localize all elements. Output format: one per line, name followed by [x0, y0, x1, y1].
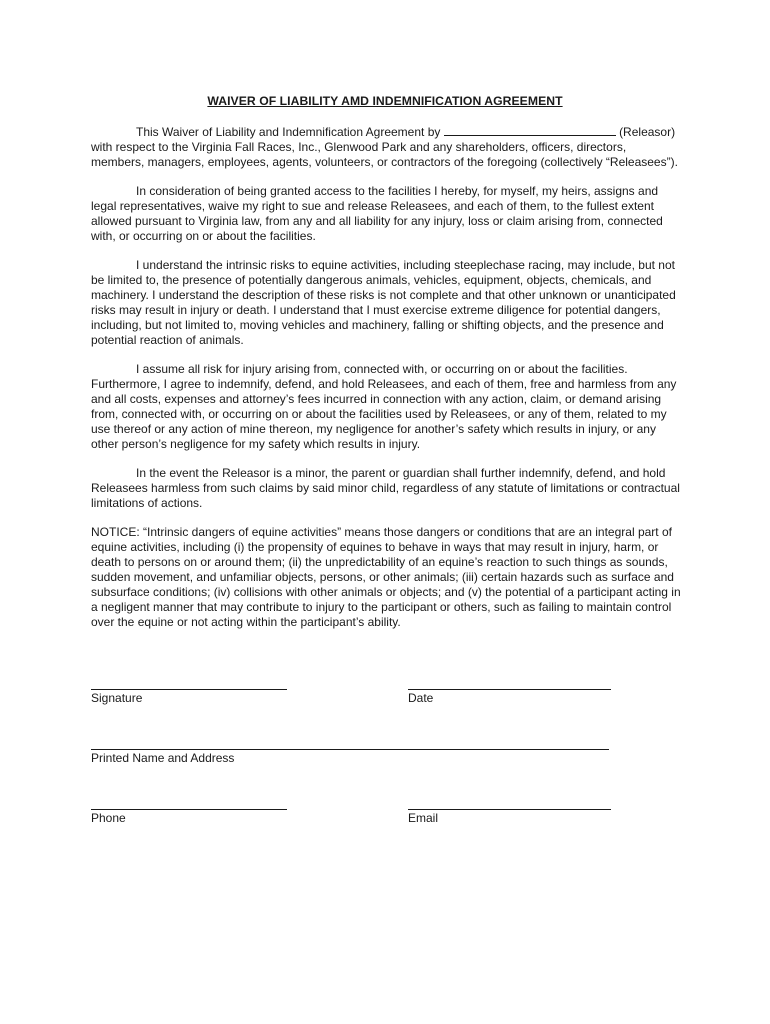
phone-label: Phone: [91, 811, 126, 825]
risks-paragraph: I understand the intrinsic risks to equine activities, including steeplechase racing, may include, but not be limited to, the presence of potentially dangerous animals, vehicles, equipment, objects, chemicals, and machinery. I understand the description of these risks is not complete and that other unknown or unanticipated risks may result in injury or death. I understand that I must exercise extreme diligence for potential dangers, including, but not limited to, moving vehicles and machinery, falling or shifting objects, and the presence and potential reaction of animals.: [91, 258, 676, 347]
date-line[interactable]: [408, 689, 611, 690]
email-label: Email: [408, 811, 439, 825]
intro-text: This Waiver of Liability and Indemnification Agreement by: [136, 125, 441, 139]
intro-continuation: (Releasor) with respect to the Virginia Fall Races, Inc., Glenwood Park and any shareholders, officers, directors, members, managers, employees, agents, volunteers, or contractors of the foregoing (collectively “Releasees”).: [91, 125, 678, 169]
assumption-paragraph: I assume all risk for injury arising from, connected with, or occurring on or about the facilities. Furthermore, I agree to indemnify, defend, and hold Releasees, and each of them, free and harmless from any and all costs, expenses and attorney’s fees incurred in connection with any action, claim, or demand arising from, connected with, or occurring on or about the facilities used by Releasees, or any of them, related to my use thereof or any action of mine thereon, my negligence for another’s safety which results in injury, or any other person’s negligence for my safety which results in injury.: [91, 362, 677, 451]
minor-paragraph: In the event the Releasor is a minor, the parent or guardian shall further indemnify, defend, and hold Releasees harmless from such claims by said minor child, regardless of any statute of limitations or contractual limitations of actions.: [91, 466, 680, 510]
consideration-paragraph: In consideration of being granted access to the facilities I hereby, for myself, my heirs, assigns and legal representatives, waive my right to sue and release Releasees, and each of them, to the fullest extent allowed pursuant to Virginia law, from any and all liability for any injury, loss or claim arising from, connected with, or occurring on or about the facilities.: [91, 184, 663, 243]
intro-paragraph: [91, 125, 681, 170]
document-body: [91, 125, 681, 644]
email-line[interactable]: [408, 809, 611, 810]
phone-line[interactable]: [91, 809, 287, 810]
date-label: Date: [408, 691, 434, 705]
printed-name-line[interactable]: [91, 749, 609, 750]
signature-line[interactable]: [91, 689, 287, 690]
notice-paragraph: NOTICE: “Intrinsic dangers of equine activities” means those dangers or conditions that are an integral part of equine activities, including (i) the propensity of equines to behave in ways that may result in injury, harm, or death to persons on or around them; (ii) the unpredictability of an equine’s reaction to such things as sounds, sudden movement, and unfamiliar objects, persons, or other animals; (iii) certain hazards such as surface and subsurface conditions; (iv) collisions with other animals or objects; and (v) the potential of a participant acting in a negligent manner that may contribute to injury to the participant or others, such as failing to maintain control over the equine or not acting within the participant’s ability.: [91, 525, 681, 629]
releasor-name-blank[interactable]: [444, 125, 616, 136]
printed-name-label: Printed Name and Address: [91, 751, 235, 765]
signature-label: Signature: [91, 691, 143, 705]
document-title: WAIVER OF LIABILITY AMD INDEMNIFICATION AGREEMENT: [207, 94, 563, 108]
